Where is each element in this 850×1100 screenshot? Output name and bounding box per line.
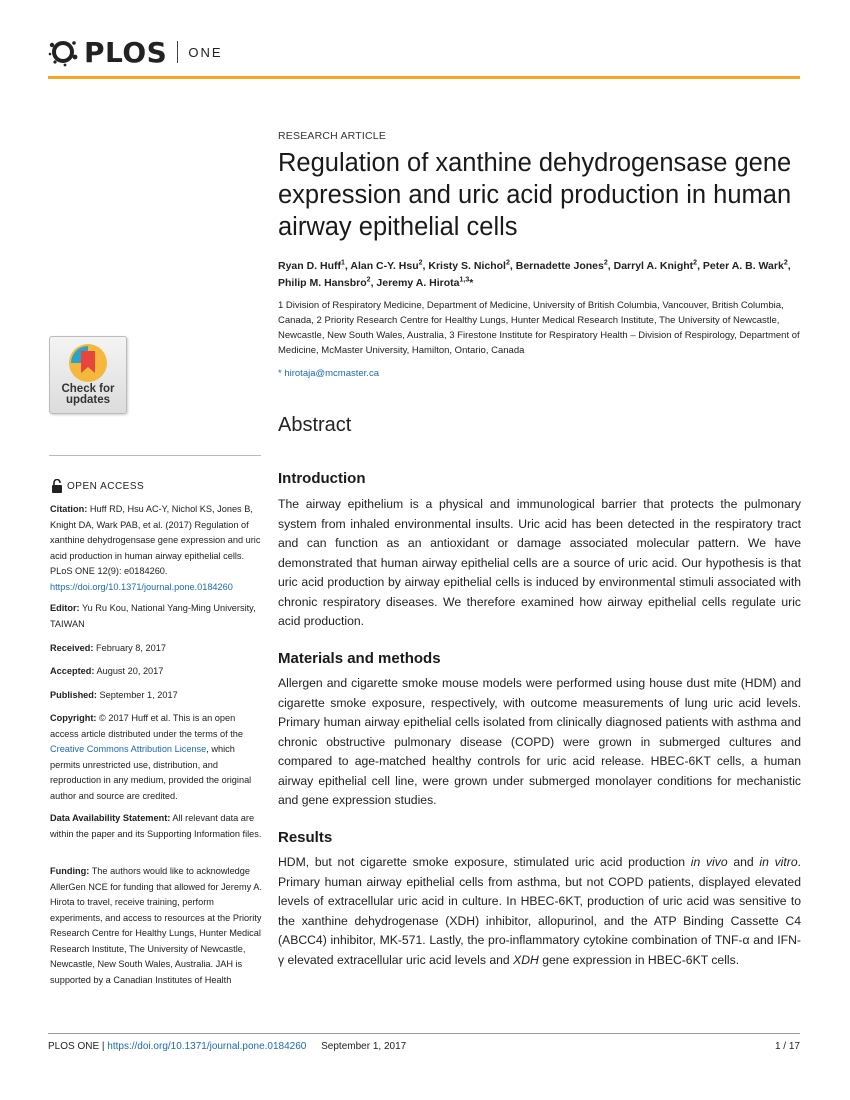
published-label: Published: [50, 690, 97, 700]
page-number: 1 / 17 [774, 1041, 800, 1052]
funding-label: Funding: [50, 866, 90, 876]
data-availability-text: All relevant data are within the paper and its Supporting Information files. [50, 813, 262, 839]
author-name: Ryan D. Huff [278, 260, 341, 272]
funding-text: The authors would like to acknowledge AllerGen NCE for funding that allowed for Jeremy A. Hirota to travel, receive training, perform experiments, and access to resources at the Priority Research Centre for Healthy Lungs, Hunter Medical Research Institute, The University of Newcastle, Newcastle, New South Wales, Australia. JAH is supported by a Canadian Institutes of Health [50, 866, 262, 985]
introduction-paragraph: The airway epithelium is a physical and immunological barrier that protects the pulmonary system from inhaled environmental insults. Uric acid has been detected in the respiratory tract and can function as an antioxidant or damage associated molecular pattern. We have demonstrated that human airway epithelial cells are a source of uric acid. Our hypothesis is that uric acid production by airway epithelial cells is induced by environmental stimuli associated with chronic respiratory diseases. We therefore examined how airway epithelial cells regulate uric acid production. [278, 497, 801, 628]
funding-block [50, 864, 262, 988]
affiliations: 1 Division of Respiratory Medicine, Department of Medicine, University of British Columbia, Vancouver, British Columbia, Canada, 2 Priority Research Centre for Healthy Lungs, Hunter Medical Research Institute, The University of Newcastle, Newcastle, New South Wales, Australia, 3 Firestone Institute for Respiratory Health – Division of Respirology, Department of Medicine, McMaster University, Hamilton, Ontario, Canada [278, 300, 800, 356]
author-name: Kristy S. Nichol [428, 260, 506, 272]
one-wordmark: ONE [188, 44, 223, 60]
plos-one-logo[interactable] [48, 36, 223, 68]
badge-line-1: Check for [61, 383, 115, 395]
author-name: Darryl A. Knight [613, 260, 694, 272]
footer-date: September 1, 2017 [321, 1041, 407, 1052]
methods-paragraph: Allergen and cigarette smoke mouse models were performed using house dust mite (HDM) and cigarette smoke exposure, respectively, with outcome measurements of lung uric acid levels. Primary human airway epithelial cells isolated from clinically diagnosed patients with asthma and chronic obstructive pulmonary disease (COPD) were grown in submerged cultures and compared to age-matched healthy controls for uric acid release. HBEC-6KT cells, a human airway epithelial cell line, were grown under submerged monolayer conditions for mechanistic and gene expression studies. [278, 676, 801, 807]
author-name: Jeremy A. Hirota [376, 277, 460, 289]
open-access-text: OPEN ACCESS [67, 480, 145, 492]
received-date: February 8, 2017 [95, 643, 166, 653]
author-affiliation-mark: 2 [693, 259, 698, 267]
check-for-updates-badge[interactable] [49, 336, 127, 414]
copyright-label: Copyright: [50, 713, 97, 723]
editor-label: Editor: [50, 603, 80, 613]
author-name: Bernadette Jones [515, 260, 604, 272]
author-affiliation-mark: 2 [418, 259, 423, 267]
footer-citation [48, 1041, 406, 1052]
logo-divider [177, 41, 178, 63]
editor-block [50, 601, 262, 632]
bookmark-icon [66, 343, 110, 383]
results-text-2: and [727, 855, 760, 869]
editor-text: Yu Ru Kou, National Yang-Ming University, TAIWAN [50, 603, 256, 629]
introduction-heading: Introduction [278, 470, 366, 487]
citation-text: Huff RD, Hsu AC-Y, Nichol KS, Jones B, Knight DA, Wark PAB, et al. (2017) Regulation of xanthine dehydrogensase gene expression and uric acid production in human airway epithelial cells. PLoS ONE 12(9): e0184260. [50, 504, 261, 576]
results-italic-1: in vivo [690, 855, 728, 869]
copyright-text: © 2017 Huff et al. This is an open access article distributed under the terms of the [50, 713, 244, 739]
author-affiliation-mark: 2 [366, 276, 371, 284]
author-affiliation-mark: 1 [341, 259, 345, 267]
author-affiliation-mark: 2 [505, 259, 510, 267]
results-italic-3: XDH [513, 952, 539, 967]
open-lock-icon [51, 479, 63, 493]
author-name: Alan C-Y. Hsu [350, 260, 419, 272]
results-italic-2: in vitro [759, 855, 798, 869]
header-rule [48, 76, 800, 79]
copyright-block [50, 711, 262, 804]
footer-journal: PLOS ONE [48, 1041, 100, 1052]
open-access-label [51, 479, 144, 493]
license-link[interactable]: Creative Commons Attribution License [50, 744, 207, 754]
citation-doi-link[interactable]: https://doi.org/10.1371/journal.pone.0184260 [50, 581, 233, 592]
data-availability-block [50, 811, 262, 842]
accepted-date: August 20, 2017 [96, 666, 164, 676]
author-name: Peter A. B. Wark [702, 260, 784, 272]
citation-label: Citation: [50, 504, 88, 514]
author-name: Philip M. Hansbro [278, 277, 367, 289]
footer-doi-link[interactable]: https://doi.org/10.1371/journal.pone.0184260 [107, 1041, 307, 1052]
data-availability-label: Data Availability Statement: [50, 813, 171, 823]
author-affiliation-mark: 2 [783, 259, 788, 267]
corresponding-email-link[interactable]: * hirotaja@mcmaster.ca [278, 368, 379, 379]
article-type: RESEARCH ARTICLE [278, 130, 387, 142]
published-block [50, 688, 262, 704]
sidebar-rule [49, 455, 261, 456]
plos-wordmark: PLOS [84, 35, 168, 69]
author-list: Ryan D. Huff$^1$, Alan C-Y. Hsu$^2$, Kristy S. Nichol$^2$, Bernadette Jones$^2$, Darryl A. Knight$^2$, Peter A. B. Wark$^2$, Philip M. Hansbro$^2$, Jeremy A. Hirota$^{1,3}$* [278, 259, 791, 289]
accepted-label: Accepted: [50, 666, 95, 676]
author-affiliation-mark: 1,3 [459, 276, 470, 284]
results-text-1: HDM, but not cigarette smoke exposure, stimulated uric acid production [278, 855, 691, 869]
author-affiliation-mark: 2 [603, 259, 608, 267]
plos-mark-icon [48, 37, 78, 67]
copyright-text-tail: , which permits unrestricted use, distribution, and reproduction in any medium, provided the original author and source are credited. [50, 744, 252, 801]
footer-separator: | [99, 1041, 108, 1052]
results-text-4: gene expression in HBEC-6KT cells. [538, 952, 740, 967]
results-heading: Results [278, 829, 333, 846]
article-title: Regulation of xanthine dehydrogensase gene expression and uric acid production in human airway epithelial cells [278, 149, 792, 241]
results-paragraph [278, 853, 801, 970]
accepted-block [50, 664, 262, 680]
abstract-heading: Abstract [278, 414, 352, 436]
methods-heading: Materials and methods [278, 650, 441, 667]
received-label: Received: [50, 643, 94, 653]
published-date: September 1, 2017 [99, 690, 178, 700]
results-text-3: . Primary human airway epithelial cells from asthma, but not COPD patients, displayed elevated levels of extracellular uric acid in culture. In HBEC-6KT, production of uric acid was sensitive to the xanthine dehydrogenase (XDH) inhibitor, allopurinol, and the ATP Binding Cassette C4 (ABCC4) inhibitor, MK-571. Lastly, the pro-inflammatory cytokine combination of TNF-α and IFN-γ elevated extracellular uric acid levels and [278, 855, 802, 967]
badge-line-2: updates [65, 394, 111, 406]
corresponding-author-mark: * [469, 277, 474, 289]
footer-rule [48, 1033, 800, 1034]
received-block [50, 641, 262, 657]
citation-block [50, 502, 262, 595]
